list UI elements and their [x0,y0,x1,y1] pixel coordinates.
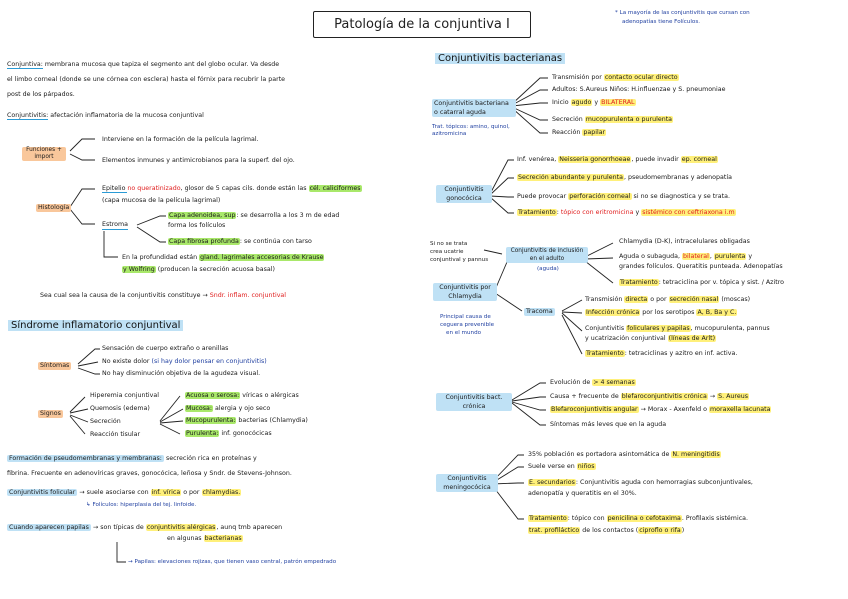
intro-line-2: el limbo corneal (donde se une córnea con esclera) hasta el fórnix para recubrir la parte [7,76,286,83]
papilas-term: Cuando aparecen papilas [9,524,89,531]
sindrome-title-text: Síndrome inflamatorio conjuntival [8,320,183,331]
profundidad-text: En la profundidad están [122,254,200,261]
secrecion-type-1 [185,392,299,400]
gono-3c: si no se diagnostica y se trata. [631,193,730,200]
serotipos: A, B, Ba y C. [697,309,737,316]
bacterianas-title-text: Conjuntivitis bacterianas [435,53,565,64]
pseudomembranas-term: Formación de pseudomembranas y membranas: [9,455,162,462]
inclusion-item-2 [619,253,752,261]
tracoma-item-2 [585,309,737,317]
meningo-item-6 [528,527,684,535]
inc-4b: : tetraciclina por v. tópica y sist. / Azitro [658,279,785,286]
tratamiento: Tratamiento [620,279,658,286]
gono-3a: Puede provocar [517,193,569,200]
aguda-item-2: Adultos: S.Aureus Niños: H.influenzae y S. pneumoniae [552,86,726,93]
side-note-3: conjuntival y pannus [430,257,489,263]
inc-2a: Aguda o subaguda, [619,253,682,260]
blefaroconjuntivitis: blefaroconjuntivitis crónica [621,393,707,400]
intro-text: membrana mucosa que tapiza el segmento ant del globo ocular. Va desde [42,61,280,68]
n-meningitidis: N. meningitidis [672,451,720,458]
cronica-item-4: Síntomas más leves que en la aguda [550,421,667,428]
foliculos-note: ↳ Folículos: hiperplasia del tej. linfoide. [86,502,197,508]
cr-2a: Causa + frecuente de [550,393,621,400]
pseudomembranas-text: secreción rica en proteínas y [163,455,257,462]
inclusion-item-4 [619,279,784,287]
chlamydia-label: Conjuntivitis por Chlamydia [433,283,497,301]
estroma-item-2 [168,238,312,246]
signo-3: Secreción [90,418,121,425]
reaccion: Reacción [552,129,583,136]
profundidad-line-2 [122,266,275,274]
sea-cual-text: Sea cual sea la causa de la conjuntivitis constituye → [40,292,208,299]
tr-3c: , mucopurulenta, pannus [690,325,770,332]
conjuntivitis-text: afectación inflamatoria de la mucosa conjuntival [48,112,204,119]
funciones-item-1: Interviene en la formación de la película lagrimal. [102,136,259,143]
epitelio-text: , glosor de 5 capas cils. donde están las [180,185,309,192]
epitelio-line-2: (capa mucosa de la película lagrimal) [102,197,221,204]
mucopurulenta: mucopurulenta o purulenta [585,116,673,123]
foliculos-term: Conjuntivitis folicular [9,489,76,496]
secrecion-key: Acuosa o serosa: [186,392,240,399]
neisseria: Neisseria gonorrhoeae [559,156,631,163]
penicilina: penicilina o cefotaxima [607,515,681,522]
pseudomembranas-line-2: fibrina. Frecuente en adenovíricas graves, gonocócica, leñosa y Sndr. de Stevens-Johnson. [7,470,292,477]
tr-3a: Conjuntivitis [585,325,627,332]
papilar: papilar [583,129,606,136]
funciones-item-2: Elementos inmunes y antimicrobianos para la superf. del ojo. [102,157,295,164]
sintoma-1: Sensación de cuerpo extraño o arenillas [102,345,229,352]
moscas: (moscas) [719,296,751,303]
meningo-item-2 [528,463,596,471]
lineas-arlt: (líneas de Arlt) [668,335,716,342]
gono-2b: , pseudomembranas y adenopatía [623,174,732,181]
secrecion: Secreción [552,116,585,123]
gono-1a: Inf. venérea, [517,156,559,163]
sintomas-label: Síntomas [40,362,70,369]
ciproflo: ciproflo o rifa [639,527,681,534]
secrecion-abundante: Secreción abundante y purulenta [518,174,623,181]
secrecion-value: alergia y ojo seco [213,405,271,412]
inclusion-sub: (aguda) [537,266,559,272]
funciones-label: Funciones + import [22,147,66,161]
cronica-label: Conjuntivitis bact. crónica [436,393,512,411]
s-aureus: S. Aureus [718,393,748,400]
and: y [592,99,601,106]
papilas-text-2: , aunq tmb aparecen [216,524,283,531]
sndr-inflam: Sndr. inflam. conjuntival [209,292,287,299]
estroma-label: Estroma [102,221,129,228]
meningo-label: Conjuntivitis meningocócica [436,474,498,492]
conjuntivitis-definition [7,112,204,120]
inf-virica: inf. vírica [151,489,181,496]
me-5b: : tópico con [567,515,607,522]
top-note-line-1: * La mayoría de las conjuntivitis que cursan con [615,10,750,16]
bilateral: BILATERAL [601,99,635,106]
aguda-item-1-text: Transmisión por [552,74,604,81]
gono-item-4 [517,209,736,217]
cr-1a: Evolución de [550,379,593,386]
secrecion-type-3 [185,417,308,425]
epitelio-term: Epitelio [102,185,128,192]
tracoma-label: Tracoma [526,308,553,315]
caliciformes: cél. caliciformes [309,185,361,192]
aguda-item-4 [552,116,673,124]
inicio: Inicio [552,99,571,106]
bacterianas-title [435,53,565,65]
secrecion-type-2 [185,405,270,413]
gono-label: Conjuntivitis gonocócica [436,185,492,203]
side-note-1: Si no se trata [430,241,468,247]
gono-item-1 [517,156,718,164]
conjuntivitis-term: Conjuntivitis: [7,112,49,119]
tratamiento: Tratamiento [529,515,567,522]
foliculos-text: → suele asociarse con [77,489,151,496]
tratamiento: Tratamiento [586,350,624,357]
glandulas-accesorias: gland. lagrimales accesorias de Krause [200,254,324,261]
aguda-note: Trat. tópicos: amino, quinol, azitromicina [432,124,510,137]
me-6b: de los contactos ( [580,527,639,534]
papilas-line-2 [167,535,243,543]
secrecion-nasal: secreción nasal [669,296,719,303]
cronica-item-3 [550,406,771,414]
estroma-item-1 [168,212,339,220]
infeccion-cronica: Infección crónica [586,309,640,316]
secrecion-key: Purulenta: [186,430,219,437]
me-1a: 35% población es portadora asintomática de [528,451,672,458]
foliculos-line [7,489,241,497]
top-note-line-2: adenopatías tiene Folículos. [622,19,701,25]
secrecion-key: Mucosa: [186,405,212,412]
meningo-item-3 [528,479,753,487]
ceftriaxona: sistémico con ceftriaxona i.m [642,209,735,216]
chlamydia-note-2: ceguera prevenible [440,322,495,328]
me-3b: : Conjuntivitis aguda con hemorragias subconjuntivales, [575,479,753,486]
moraxella: moraxella lacunata [710,406,771,413]
tr-2b: por los serotipos [640,309,697,316]
papilas-text: → son típicas de [90,524,146,531]
papilas-text-3: en algunas [167,535,204,542]
pseudomembranas-line-1 [7,455,257,463]
profundidad-text-2: (producen la secreción acuosa basal) [155,266,275,273]
ninos: niños [577,463,595,470]
chlamydia-note-3: en el mundo [446,330,482,336]
sintoma-2 [102,358,267,366]
foliculares-papilas: foliculares y papilas [627,325,690,332]
cronica-item-2 [550,393,749,401]
sintoma-2-note: (si hay dolor pensar en conjuntivitis) [151,358,267,365]
inclusion-item-1: Chlamydia (D-K), intracelulares obligadas [619,238,750,245]
sep: : [556,209,561,216]
tratamiento: Tratamiento [518,209,556,216]
secrecion-value: inf. gonocócicas [219,430,272,437]
directa: directa [625,296,648,303]
secrecion-type-4 [185,430,272,438]
inclusion-item-3: grandes folículos. Queratitis punteada. Adenopatías [619,263,783,270]
secrecion-value: bacterias (Chlamydia) [236,417,308,424]
papilas-note: → Papilas: elevaciones rojizas, que tienen vaso central, patrón empedrado [128,559,337,565]
aguda-item-5 [552,129,606,137]
signo-1: Hiperemia conjuntival [90,392,160,399]
aguda-item-1 [552,74,679,82]
perforacion: perforación corneal [569,193,631,200]
and: y [633,209,642,216]
conjuntiva-term: Conjuntiva: [7,61,43,68]
tracoma-item-4 [585,335,716,343]
tracoma-item-5 [585,350,737,358]
signo-2: Quemosis (edema) [90,405,150,412]
arrow: → [707,393,718,400]
signo-4: Reacción tisular [90,431,141,438]
bacterianas: bacterianas [204,535,242,542]
intro-line-1 [7,61,279,69]
signos-label: Signos [40,410,61,417]
me-2a: Suele verse en [528,463,577,470]
chlamydia-note-1: Principal causa de [440,314,491,320]
conj-alergicas: conjuntivitis alérgicas [146,524,216,531]
tr-5b: : tetraciclinas y azitro en inf. activa. [624,350,738,357]
ep-corneal: ep. corneal [681,156,717,163]
inclusion-label: Conjuntivitis de inclusión en el adulto [506,247,588,263]
sintoma-2-text: No existe dolor [102,358,152,365]
sindrome-title [8,320,183,332]
intro-line-3: post de los párpados. [7,91,75,98]
secrecion-key: Mucopurulenta: [186,417,236,424]
and: y [746,253,753,260]
epitelio-line [102,185,362,193]
tr-1a: Transmisión [585,296,625,303]
paren: ) [681,527,685,534]
bilateral: bilateral [682,253,709,260]
contacto-ocular: contacto ocular directo [604,74,678,81]
profundidad-line-1 [122,254,324,262]
capa-fibrosa: Capa fibrosa profunda [169,238,239,245]
agudo: agudo [571,99,592,106]
gono-1c: , puede invadir [631,156,681,163]
sea-cual-line [40,292,286,300]
aguda-label: Conjuntivitis bacteriana o catarral aguda [432,99,516,117]
aguda-item-3 [552,99,636,107]
e-secundarios: E. secundarios [529,479,575,486]
tr-4a: y ucatrización conjuntival [585,335,668,342]
gono-item-3 [517,193,730,201]
tracoma-item-1 [585,296,750,304]
blef-angular: Blefaroconjuntivitis angular [551,406,638,413]
chlamydias: chlamydias. [202,489,241,496]
trat-profilactico: trat. profiláctico [529,527,580,534]
capa-adenoidea: Capa adenoidea, sup [169,212,236,219]
estroma-item-1-text: : se desarrolla a los 3 m de edad [236,212,340,219]
purulenta: purulenta [714,253,746,260]
cronica-item-1 [550,379,636,387]
estroma-item-2-text: : se continúa con tarso [239,238,312,245]
cuatro-semanas: > 4 semanas [593,379,635,386]
foliculos-text-2: o por [181,489,202,496]
secrecion-value: víricas o alérgicas [240,392,299,399]
tr-1c: o por [648,296,669,303]
papilas-line-1 [7,524,282,532]
profilaxis: . Profilaxis sistémica. [681,515,749,522]
meningo-item-4: adenopatía y queratitis en el 30%. [528,490,637,497]
comma: , [709,253,714,260]
wolfring: y Wolfring [123,266,155,273]
estroma-item-1-line-2: forma los folículos [168,222,226,229]
gono-item-2 [517,174,732,182]
side-note-2: crea ucatrie [430,249,464,255]
page-title: Patología de la conjuntiva I [313,11,531,38]
no-queratinizado: no queratinizado [127,185,181,192]
sintoma-3: No hay disminución objetiva de la agudeza visual. [102,370,261,377]
histologia-label: Histología [38,204,70,211]
eritromicina: tópico con eritromicina [560,209,634,216]
cr-3b: → Morax - Axenfeld o [638,406,710,413]
tracoma-item-3 [585,325,770,333]
meningo-item-1 [528,451,721,459]
meningo-item-5 [528,515,748,523]
